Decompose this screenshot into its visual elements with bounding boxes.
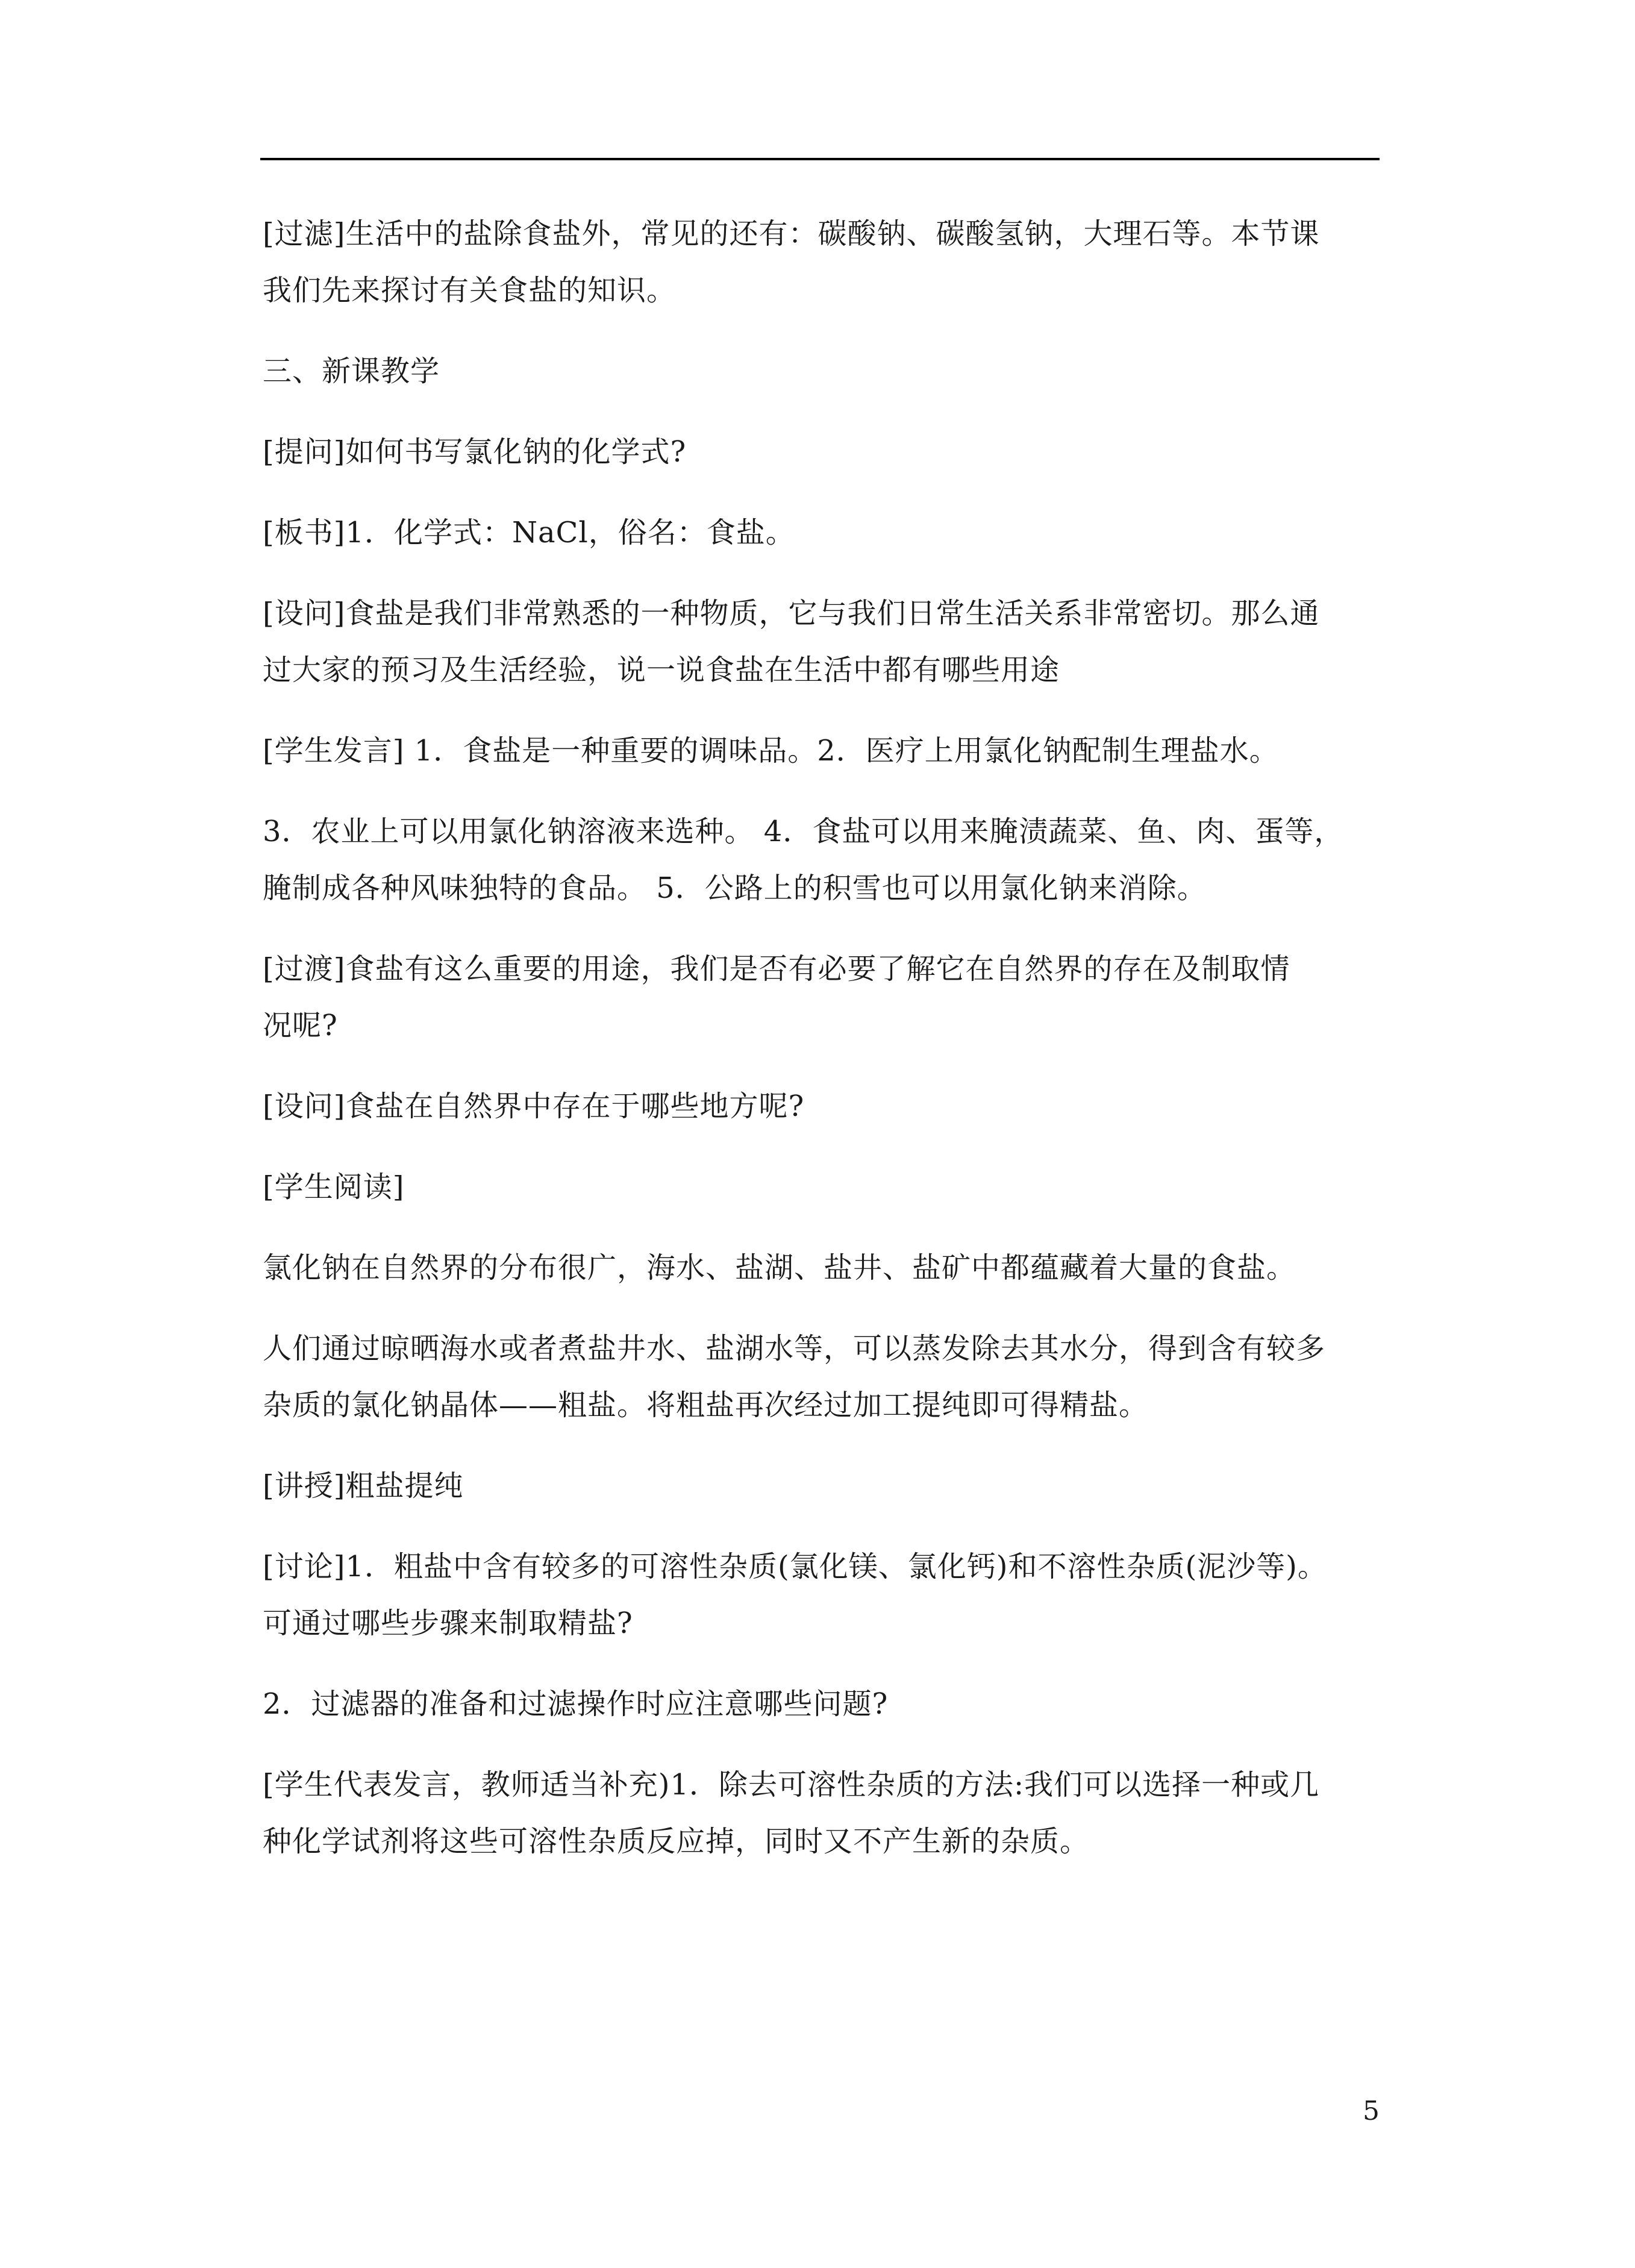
text-line: [学生发言] 1．食盐是一种重要的调味品。2．医疗上用氯化钠配制生理盐水。 [263, 734, 1279, 768]
document-body [263, 216, 1383, 1859]
text-line: [学生代表发言，教师适当补充)1．除去可溶性杂质的方法:我们可以选择一种或几 [263, 1768, 1320, 1802]
text-line: 我们先来探讨有关食盐的知识。 [263, 274, 677, 307]
text-line: 种化学试剂将这些可溶性杂质反应掉，同时又不产生新的杂质。 [263, 1825, 1090, 1858]
text-line: [讨论]1．粗盐中含有较多的可溶性杂质(氯化镁、氯化钙)和不溶性杂质(泥沙等)。 [263, 1550, 1327, 1584]
paragraph-filter-question [263, 1686, 1383, 1722]
text-line: [提问]如何书写氯化钠的化学式? [263, 435, 687, 469]
paragraph-distribution [263, 1250, 1383, 1286]
text-line: 过大家的预习及生活经验，说一说食盐在生活中都有哪些用途 [263, 653, 1060, 687]
page-number: 5 [1363, 2096, 1380, 2126]
section-heading [263, 353, 1383, 389]
text-line: 3．农业上可以用氯化钠溶液来选种。 4．食盐可以用来腌渍蔬菜、鱼、肉、蛋等， [263, 815, 1344, 848]
text-line: 杂质的氯化钠晶体——粗盐。将粗盐再次经过加工提纯即可得精盐。 [263, 1388, 1149, 1422]
text-line: [设问]食盐在自然界中存在于哪些地方呢? [263, 1089, 805, 1123]
paragraph-student-representative [263, 1767, 1383, 1859]
paragraph-set-question-2 [263, 1088, 1383, 1124]
header-rule [260, 158, 1380, 160]
paragraph-transition [263, 951, 1383, 1044]
paragraph-student-reading [263, 1169, 1383, 1205]
text-line: 可通过哪些步骤来制取精盐? [263, 1606, 633, 1640]
paragraph-blackboard [263, 515, 1383, 551]
text-line: [讲授]粗盐提纯 [263, 1469, 464, 1503]
text-line: 况呢? [263, 1009, 338, 1042]
text-line: 人们通过晾晒海水或者煮盐井水、盐湖水等，可以蒸发除去其水分，得到含有较多 [263, 1332, 1326, 1365]
text-line: [设问]食盐是我们非常熟悉的一种物质，它与我们日常生活关系非常密切。那么通 [263, 597, 1320, 630]
paragraph-crude-salt [263, 1330, 1383, 1423]
text-line: [过渡]食盐有这么重要的用途，我们是否有必要了解它在自然界的存在及制取情 [263, 952, 1290, 986]
text-line: 2．过滤器的准备和过滤操作时应注意哪些问题? [263, 1687, 889, 1721]
paragraph-set-question [263, 595, 1383, 688]
paragraph-transition-intro [263, 216, 1383, 309]
paragraph-uses-list [263, 813, 1383, 906]
text-line: 三、新课教学 [263, 354, 440, 388]
paragraph-student-speech [263, 733, 1383, 769]
text-line: [板书]1．化学式：NaCl，俗名：食盐。 [263, 516, 795, 550]
paragraph-lecture [263, 1468, 1383, 1504]
text-line: 腌制成各种风味独特的食品。 5．公路上的积雪也可以用氯化钠来消除。 [263, 871, 1207, 905]
text-line: 氯化钠在自然界的分布很广，海水、盐湖、盐井、盐矿中都蕴藏着大量的食盐。 [263, 1251, 1296, 1285]
text-line: [过滤]生活中的盐除食盐外，常见的还有：碳酸钠、碳酸氢钠，大理石等。本节课 [263, 217, 1320, 251]
text-line: [学生阅读] [263, 1170, 405, 1204]
paragraph-discussion [263, 1549, 1383, 1641]
paragraph-question [263, 434, 1383, 470]
